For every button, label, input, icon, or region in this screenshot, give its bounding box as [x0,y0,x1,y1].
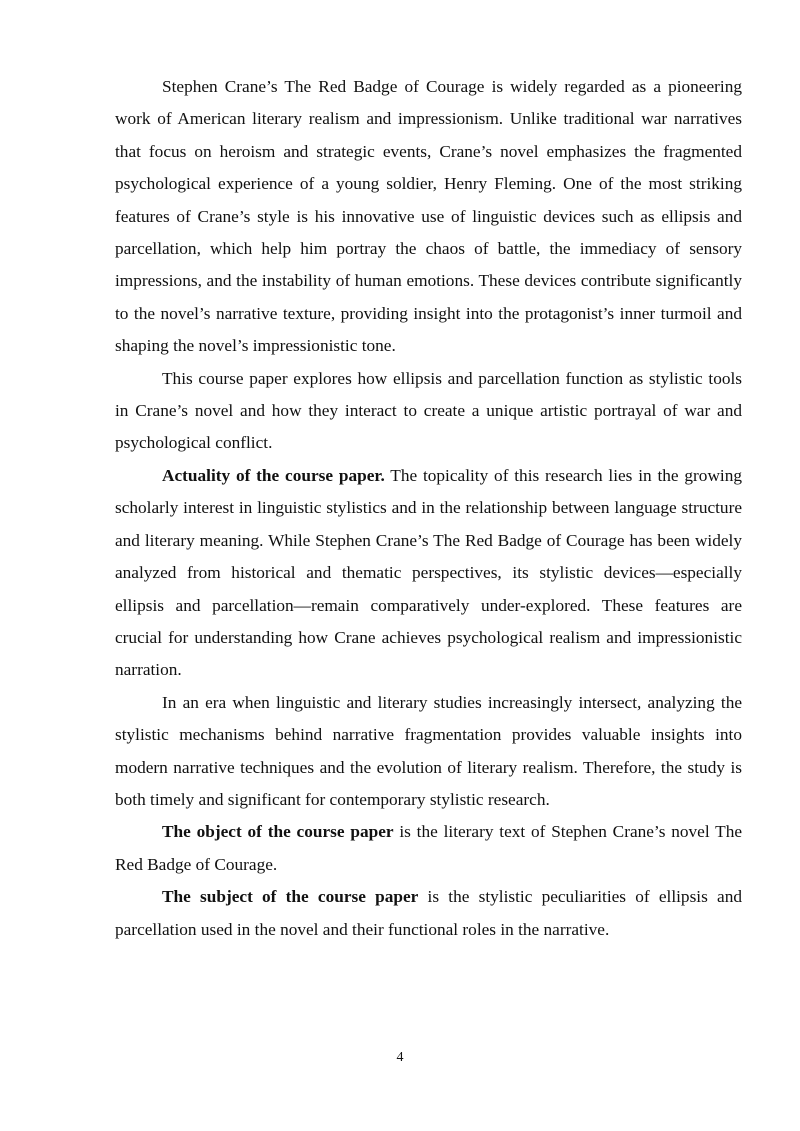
paragraph-bold-lead: Actuality of the course paper. [162,465,385,485]
body-text [115,71,742,946]
paragraph-introduction [115,71,742,363]
paragraph-text: The topicality of this research lies in the growing scholarly interest in linguistic stylistics and in the relationship between language structure and literary meaning. While Stephen Crane’s The Red Badge of Courage has been widely analyzed from historical and thematic perspectives, its stylistic devices—especially ellipsis and parcellation—remain comparatively under-explored. These features are crucial for understanding how Crane achieves psychological realism and impressionistic narration. [115,465,743,680]
paragraph-text: This course paper explores how ellipsis and parcellation function as stylistic tools in Crane’s novel and how they interact to create a unique artistic portrayal of war and psychological conflict. [115,368,742,453]
paragraph-text: In an era when linguistic and literary studies increasingly intersect, analyzing the stylistic mechanisms behind narrative fragmentation provides valuable insights into modern narrative techniques and the evolution of literary realism. Therefore, the study is both timely and significant for contemporary stylistic research. [115,692,742,809]
paragraph-actuality [115,460,742,687]
paragraph-text: Stephen Crane’s The Red Badge of Courage is widely regarded as a pioneering work of American literary realism and impressionism. Unlike traditional war narratives that focus on heroism and strategic events, Crane’s novel emphasizes the fragmented psychological experience of a young soldier, Henry Fleming. One of the most striking features of Crane’s style is his innovative use of linguistic devices such as ellipsis and parcellation, which help him portray the chaos of battle, the immediacy of sensory impressions, and the instability of human emotions. These devices contribute significantly to the novel’s narrative texture, providing insight into the protagonist’s inner turmoil and shaping the novel’s impressionistic tone. [115,77,742,356]
paragraph-text: is the literary text of Stephen Crane’s novel The Red Badge of Courage. [115,822,743,874]
paragraph-subject [115,881,742,946]
paragraph-object [115,816,742,881]
page-number: 4 [396,1050,404,1065]
paragraph-text: is the stylistic peculiarities of ellipsis and parcellation used in the novel and their functional roles in the narrative. [115,887,742,939]
paragraph-bold-lead: The object of the course paper [162,822,394,842]
paragraph-purpose [115,363,742,460]
paragraph-bold-lead: The subject of the course paper [162,887,419,907]
paragraph-significance [115,687,742,817]
